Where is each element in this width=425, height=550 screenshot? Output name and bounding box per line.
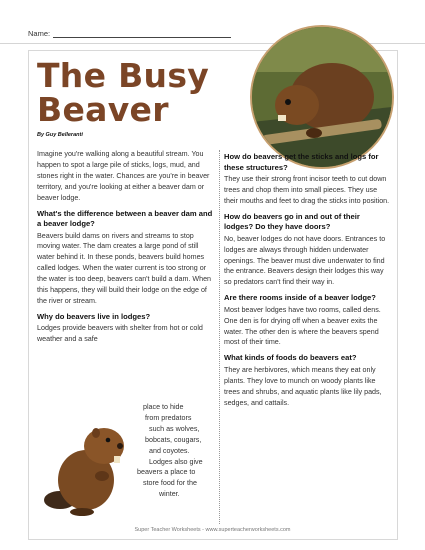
answer-doors: No, beaver lodges do not have doors. Entrances to lodges are always through hidden underwater openings. The beaver must dive underwater to find the entrance. Beavers design their lodges this way so predators can't find their way in. [224, 234, 386, 287]
heading-sticks-and-logs: How do beavers get the sticks and logs for these structures? [224, 152, 379, 172]
wrapped-line: place to hide [143, 403, 184, 411]
name-underline[interactable] [53, 29, 231, 38]
wrapped-line: beavers a place to [137, 468, 196, 477]
intro-paragraph: Imagine you're walking along a beautiful stream. You happen to spot a large pile of sticks, logs, mud, and stones right in the water. Chances are you're in beaver territory, and you're looking at either a beaver dam or beaver lodge. [37, 150, 210, 202]
wrapped-line: such as wolves, [149, 424, 200, 433]
wrapped-line: and coyotes. [149, 446, 190, 455]
beaver-illustration [38, 418, 128, 518]
wrapped-line: winter. [159, 490, 180, 499]
wrapped-line: bobcats, cougars, [145, 435, 202, 444]
answer-dam-vs-lodge: Beavers build dams on rivers and streams to stop moving water. The dam creates a large pond of still water behind it. In these ponds, beavers build homes called lodges. When the water current is too strong or the water is too deep, beavers can't build a dam. When this happens, they will build their lodge on the edge of the river or stream. [37, 231, 212, 305]
column-divider [219, 150, 220, 524]
heading-dam-vs-lodge: What's the difference between a beaver dam and a beaver lodge? [37, 208, 213, 229]
name-label: Name: [28, 29, 51, 38]
wrapped-line: from predators [145, 413, 192, 422]
answer-sticks-and-logs: They use their strong front incisor teeth to cut down trees and chop them into small pieces. They use their mouths and feet to drag the sticks into position. [224, 175, 390, 205]
wrapped-line: store food for the [143, 479, 197, 488]
author-byline: By Guy Belleranti [37, 132, 83, 138]
wrapped-line: Lodges also give [149, 457, 203, 466]
answer-foods: They are herbivores, which means they eat only plants. They love to munch on woody plants like trees and shrubs, and aquatic plants like lily pads, sedges, and cattails. [224, 365, 382, 407]
left-column [37, 149, 217, 350]
heading-why-lodges: Why do beavers live in lodges? [37, 311, 151, 321]
heading-rooms: Are there rooms inside of a beaver lodge? [224, 293, 376, 303]
heading-doors: How do beavers go in and out of their lodges? Do they have doors? [224, 211, 360, 232]
footer-credit: Super Teacher Worksheets - www.superteacherworksheets.com [134, 527, 291, 533]
answer-rooms: Most beaver lodges have two rooms, called dens. One den is for drying off when a beaver exits the water. The other den is where the beavers spend most of their time. [224, 305, 381, 347]
wrapped-answer-lines [131, 402, 217, 500]
right-column [224, 149, 390, 414]
page-title [37, 56, 210, 129]
title-line-2: Beaver [37, 90, 169, 129]
name-field[interactable] [28, 29, 231, 38]
heading-foods: What kinds of foods do beavers eat? [224, 353, 357, 363]
beaver-photo [250, 25, 394, 169]
title-line-1: The Busy [37, 56, 210, 95]
answer-why-lodges-start: Lodges provide beavers with shelter from hot or cold weather and a safe [37, 324, 203, 344]
